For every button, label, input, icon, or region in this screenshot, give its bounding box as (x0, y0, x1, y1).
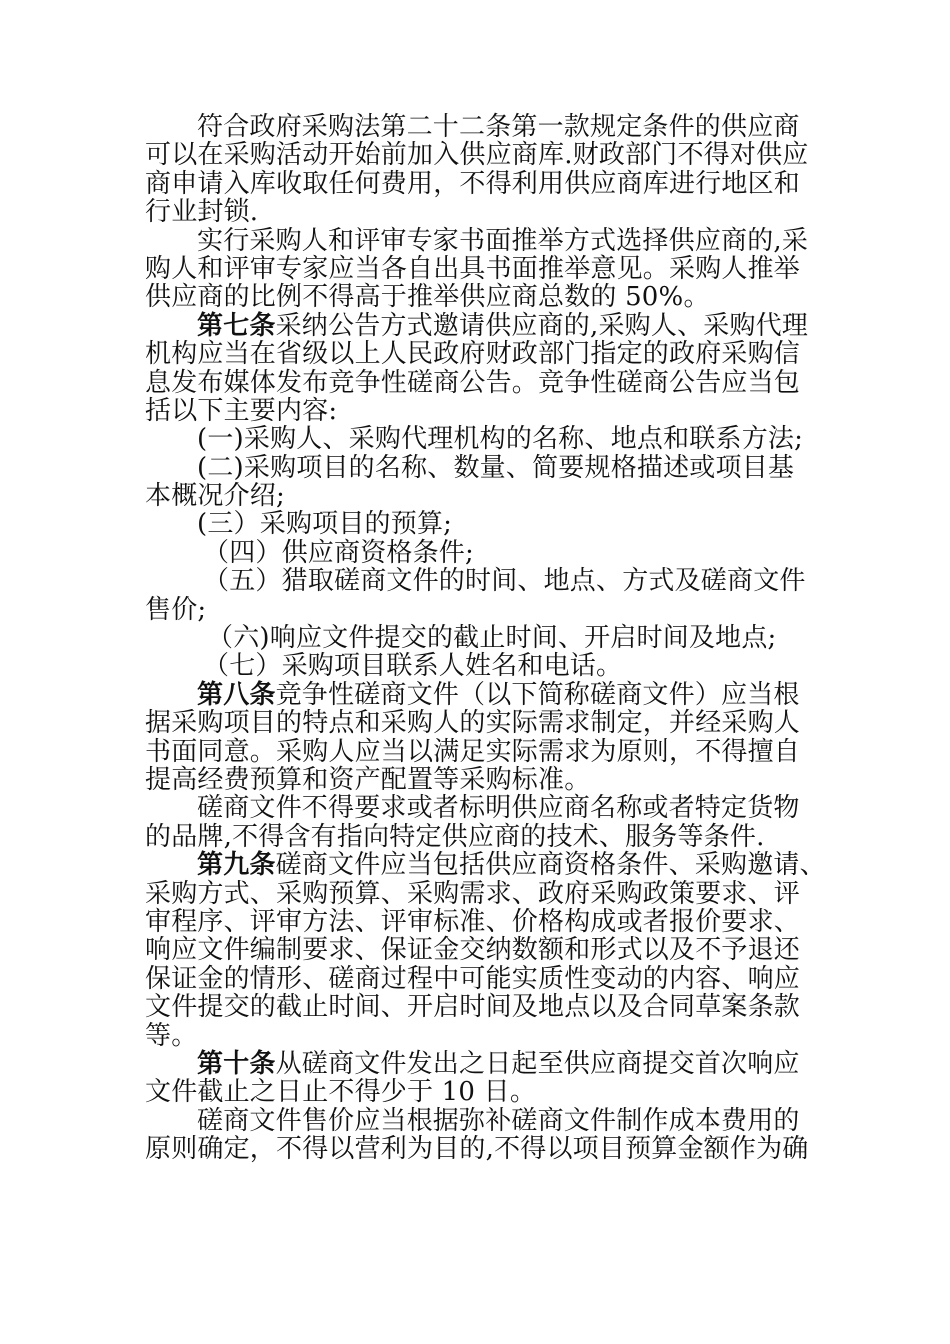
paragraph-line: 本概况介绍; (145, 481, 285, 512)
list-item: (一)采购人、采购代理机构的名称、地点和联系方法; (197, 424, 804, 455)
article-7-heading: 第七条 (197, 310, 276, 341)
list-item: （七）采购项目联系人姓名和电话。 (203, 651, 623, 682)
paragraph-line: 行业封锁. (145, 197, 259, 228)
paragraph-line: 可以在采购活动开始前加入供应商库.财政部门不得对供应 (145, 140, 809, 171)
paragraph-line: 书面同意。采购人应当以满足实际需求为原则，不得擅自 (145, 736, 801, 767)
article-9-line (145, 851, 825, 879)
paragraph-text: 竞争性磋商文件（以下简称磋商文件）应当根 (275, 679, 800, 710)
paragraph-line: 实行采购人和评审专家书面推举方式选择供应商的,采 (197, 225, 809, 256)
list-item: （五）猎取磋商文件的时间、地点、方式及磋商文件 (203, 566, 806, 597)
paragraph-line: 文件提交的截止时间、开启时间及地点以及合同草案条款 (145, 992, 801, 1023)
paragraph-line: 采购方式、采购预算、采购需求、政府采购政策要求、评 (145, 878, 801, 909)
list-item: (三）采购项目的预算; (197, 509, 453, 540)
article-10-heading: 第十条 (197, 1048, 276, 1079)
paragraph-line: 供应商的比例不得高于推举供应商总数的 50%。 (145, 282, 710, 313)
article-10-line (145, 1050, 825, 1078)
paragraph-line: 商申请入库收取任何费用，不得利用供应商库进行地区和 (145, 168, 801, 199)
list-item: （六)响应文件提交的截止时间、开启时间及地点; (207, 623, 777, 654)
article-8-line (145, 681, 825, 709)
paragraph-line: 磋商文件不得要求或者标明供应商名称或者特定货物 (197, 793, 800, 824)
paragraph-line: 文件截止之日止不得少于 10 日。 (145, 1077, 537, 1108)
paragraph-line: 机构应当在省级以上人民政府财政部门指定的政府采购信 (145, 339, 801, 370)
paragraph-line: 售价; (145, 594, 207, 625)
paragraph-line: 提高经费预算和资产配置等采购标准。 (145, 764, 591, 795)
paragraph-line: 括以下主要内容: (145, 395, 338, 426)
article-7-line (145, 312, 825, 340)
paragraph-line: 磋商文件售价应当根据弥补磋商文件制作成本费用的 (197, 1105, 800, 1136)
paragraph-line: 原则确定，不得以营利为目的,不得以项目预算金额作为确 (145, 1134, 809, 1165)
list-item: (二)采购项目的名称、数量、简要规格描述或项目基 (197, 452, 795, 483)
list-item: （四）供应商资格条件; (203, 537, 474, 568)
paragraph-text: 磋商文件应当包括供应商资格条件、采购邀请、 (275, 850, 826, 881)
paragraph-line: 息发布媒体发布竞争性磋商公告。竞争性磋商公告应当包 (145, 367, 801, 398)
document-page (145, 113, 825, 1163)
paragraph-line: 保证金的情形、磋商过程中可能实质性变动的内容、响应 (145, 963, 801, 994)
article-9-heading: 第九条 (197, 850, 276, 881)
paragraph-line: 据采购项目的特点和采购人的实际需求制定，并经采购人 (145, 708, 801, 739)
paragraph-line: 响应文件编制要求、保证金交纳数额和形式以及不予退还 (145, 935, 801, 966)
paragraph-line: 符合政府采购法第二十二条第一款规定条件的供应商 (197, 112, 800, 142)
paragraph-line: 审程序、评审方法、评审标准、价格构成或者报价要求、 (145, 906, 801, 937)
article-8-heading: 第八条 (197, 679, 276, 710)
paragraph-text: 采纳公告方式邀请供应商的,采购人、采购代理 (275, 310, 809, 341)
paragraph-line: 的品牌,不得含有指向特定供应商的技术、服务等条件. (145, 821, 765, 852)
paragraph-line: 购人和评审专家应当各自出具书面推举意见。采购人推举 (145, 253, 801, 284)
paragraph-text: 从磋商文件发出之日起至供应商提交首次响应 (275, 1048, 800, 1079)
paragraph-line: 等。 (145, 1020, 198, 1051)
